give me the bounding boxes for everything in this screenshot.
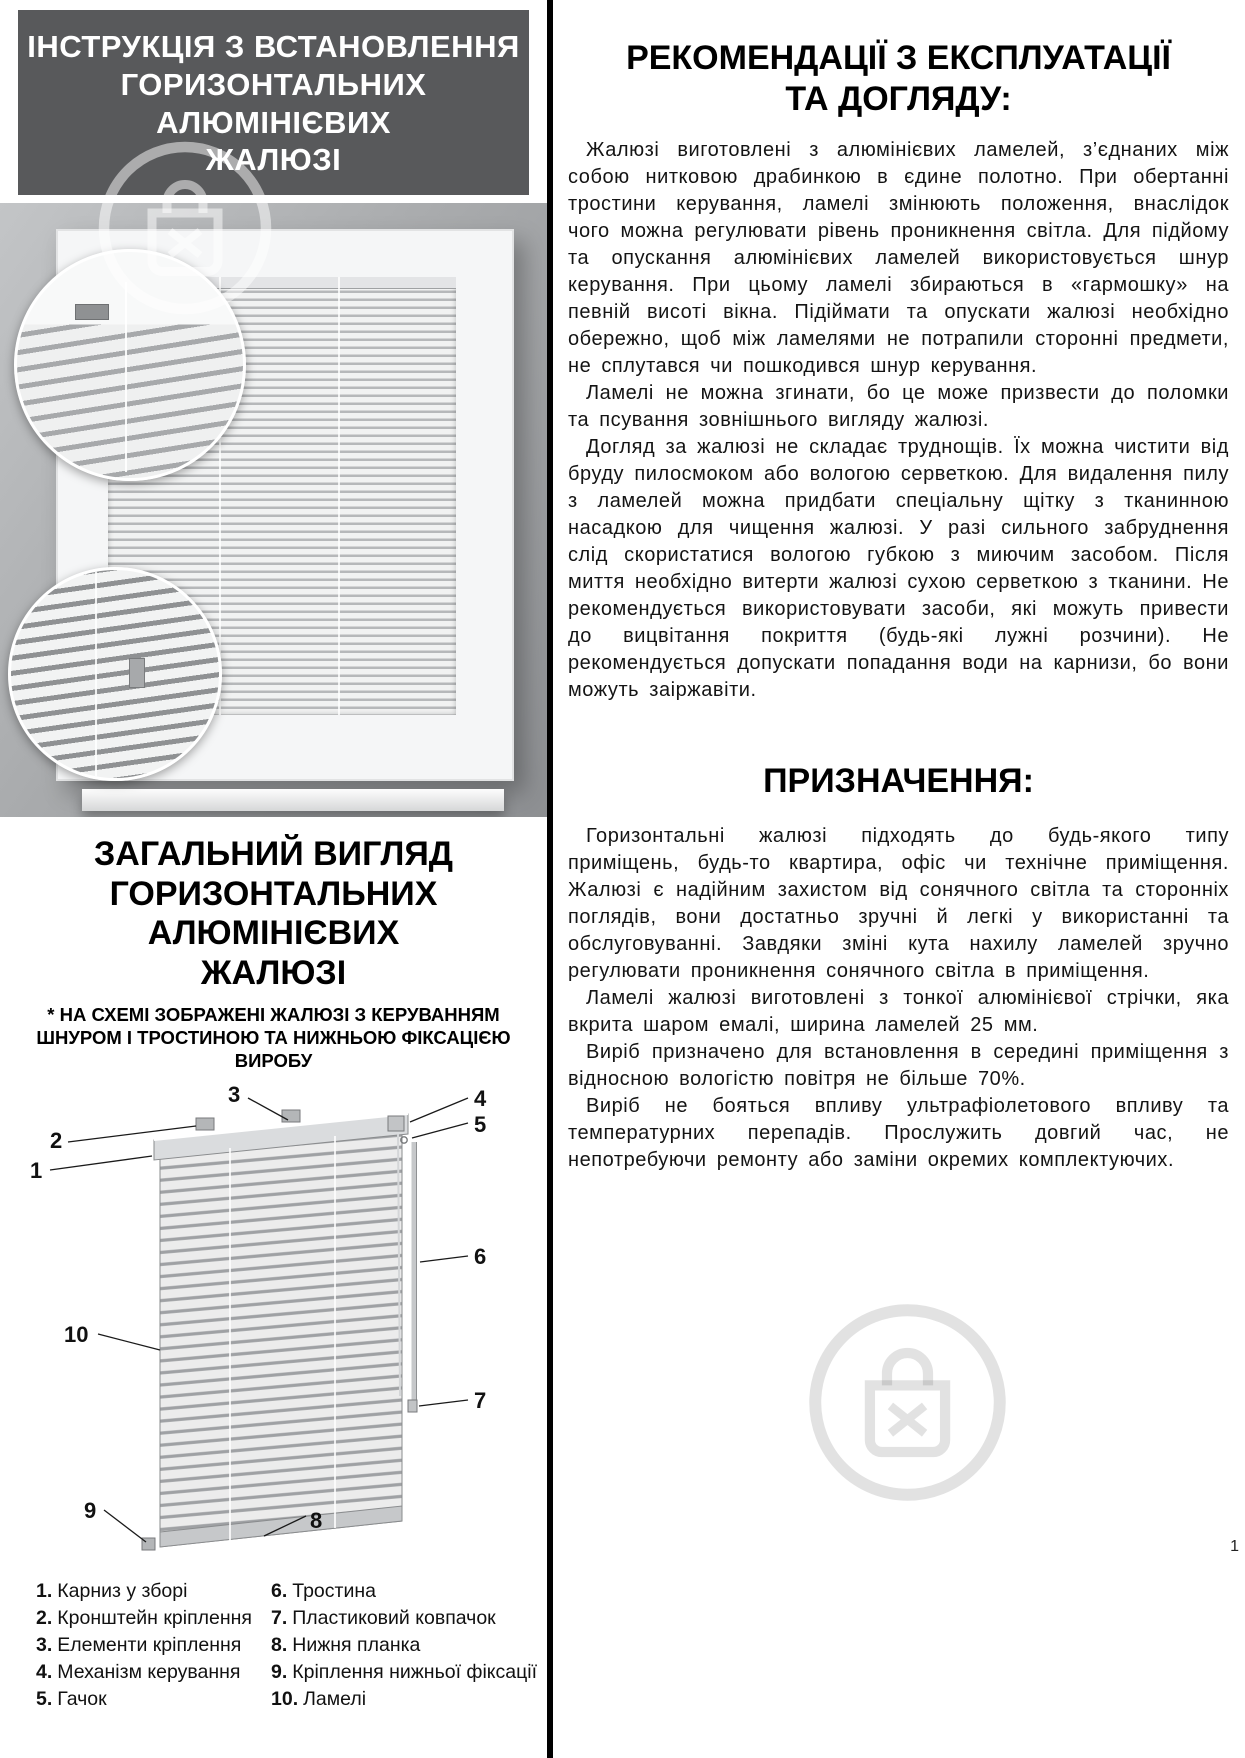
legend-label: Гачок (57, 1688, 107, 1711)
purpose-paragraph: Виріб не бояться впливу ультрафіолетового впливу та температурних перепадів. Прослужить довгий час, не непотребуючи ремонту або заміни окремих комплектуючих. (568, 1094, 1229, 1171)
left-column (0, 0, 547, 1713)
legend-number: 10. (271, 1688, 299, 1711)
parts-legend (36, 1578, 547, 1713)
header-line-2: ГОРИЗОНТАЛЬНИХ АЛЮМІНІЄВИХ (120, 66, 427, 140)
header-line-3: ЖАЛЮЗІ (205, 142, 342, 178)
legend-number: 6. (271, 1580, 288, 1603)
legend-label: Елементи кріплення (57, 1634, 242, 1657)
diagram-callout-number: 5 (474, 1112, 487, 1138)
legend-item (271, 1632, 537, 1659)
cord-detail (125, 282, 127, 472)
legend-label: Нижня планка (292, 1634, 421, 1657)
header-line-1: ІНСТРУКЦІЯ З ВСТАНОВЛЕННЯ (27, 29, 520, 64)
overview-title-line-3: ЖАЛЮЗІ (200, 953, 347, 992)
diagram-callout-number: 9 (84, 1498, 97, 1524)
legend-number: 9. (271, 1661, 288, 1684)
legend-column-2 (271, 1578, 537, 1713)
legend-item (271, 1578, 537, 1605)
care-paragraph: Догляд за жалюзі не складає труднощів. Їх можна чистити від бруду пилосмоком або вологою серветкою. Для видалення пилу з ламелей можна придбати спеціальну щітку з тканинною насадкою для чищення жалюзі. У разі сильного забруднення слід скористатися вологою губкою з миючим засобом. Після миття необхідно витерти жалюзі сухою серветкою з тканини. Не рекомендується використовувати засоби, які можуть привести до вицвітання покриття (будь-які лужні розчини). Не рекомендується допускати попадання води на карнизи, бо вони можуть заіржавіти. (568, 435, 1230, 701)
overview-title-line-2: ГОРИЗОНТАЛЬНИХ АЛЮМІНІЄВИХ (109, 874, 438, 953)
legend-item (271, 1605, 537, 1632)
legend-number: 1. (36, 1580, 53, 1603)
installation-header (18, 10, 529, 195)
purpose-title: ПРИЗНАЧЕННЯ: (763, 761, 1034, 800)
legend-number: 4. (36, 1661, 53, 1684)
legend-label: Кріплення нижньої фіксації (292, 1661, 538, 1684)
blinds-photo (0, 203, 547, 817)
column-divider (547, 0, 553, 1758)
ladder-cord (338, 277, 340, 715)
diagram-callout-number: 6 (474, 1244, 487, 1270)
diagram-callout-number: 8 (310, 1508, 323, 1534)
purpose-paragraph: Горизонтальні жалюзі підходять до будь-якого типу приміщень, будь-то квартира, офіс чи технічне приміщення. Жалюзі є надійним захистом від сонячного світла та сторонніх поглядів, вони достатньо зручні й легкі у використанні та обслуговуванні. Завдяки зміні кута нахилу ламелей зручно регулювати проникнення сонячного світла в приміщення. (568, 824, 1229, 982)
legend-label: Механізм керування (57, 1661, 241, 1684)
legend-label: Карниз у зборі (57, 1580, 188, 1603)
care-text (568, 137, 1229, 704)
legend-item (36, 1605, 271, 1632)
plastic-cap-shape (408, 1400, 417, 1412)
legend-number: 3. (36, 1634, 53, 1657)
mechanism-detail (129, 658, 145, 688)
legend-number: 2. (36, 1607, 53, 1630)
legend-number: 8. (271, 1634, 288, 1657)
bracket-shape (282, 1110, 300, 1122)
legend-number: 7. (271, 1607, 288, 1630)
scheme-note: * НА СХЕМІ ЗОБРАЖЕНІ ЖАЛЮЗІ З КЕРУВАННЯМ ШНУРОМ І ТРОСТИНОЮ ТА НИЖНЬОЮ ФІКСАЦІЄЮ ВИРОБУ (36, 1004, 511, 1072)
bracket-shape (196, 1118, 214, 1130)
legend-item (36, 1632, 271, 1659)
store-logo-watermark (805, 1300, 1010, 1505)
legend-label: Кронштейн кріплення (57, 1607, 252, 1630)
legend-label: Тростина (292, 1580, 376, 1603)
purpose-text (568, 823, 1229, 1174)
legend-label: Пластиковий ковпачок (292, 1607, 496, 1630)
slat-stack (160, 1128, 402, 1547)
legend-item (271, 1686, 537, 1713)
care-title (568, 38, 1229, 121)
mechanism-shape (388, 1116, 404, 1131)
cord-detail (95, 570, 97, 781)
blinds-diagram (0, 1076, 547, 1572)
legend-number: 5. (36, 1688, 53, 1711)
legend-label: Ламелі (303, 1688, 367, 1711)
bracket-detail-callout (14, 249, 246, 481)
care-title-line-2: ТА ДОГЛЯДУ: (785, 80, 1012, 119)
legend-item (271, 1659, 537, 1686)
purpose-paragraph: Виріб призначено для встановлення в середині приміщення з відносною вологістю повітря не більше 70%. (568, 1040, 1229, 1090)
diagram-callout-number: 7 (474, 1388, 487, 1414)
page-number: 1 (1230, 1538, 1239, 1555)
right-column (566, 0, 1233, 1174)
diagram-callout-number: 10 (64, 1322, 89, 1348)
windowsill (82, 789, 504, 811)
legend-item (36, 1659, 271, 1686)
legend-column-1 (36, 1578, 271, 1713)
overview-title-line-1: ЗАГАЛЬНИЙ ВИГЛЯД (93, 835, 454, 874)
care-paragraph: Ламелі не можна згинати, бо це може призвести до поломки та псування зовнішнього вигляду жалюзі. (568, 381, 1229, 431)
diagram-callout-number: 4 (474, 1086, 487, 1112)
bracket-icon (75, 304, 109, 320)
overview-title (0, 835, 547, 993)
care-title-line-1: РЕКОМЕНДАЦІЇ З ЕКСПЛУАТАЦІЇ (626, 39, 1171, 77)
care-paragraph: Жалюзі виготовлені з алюмінієвих ламелей, з’єднаних між собою нитковою драбинкою в єдине полотно. При обертанні тростини керування, ламелі змінюють положення, внаслідок чого можна регулювати рівень проникнення світла. Для підйому та опускання алюмінієвих ламелей використовується шнур керування. При цьому ламелі збираються в «гармошку» на певній висоті вікна. Підіймати та опускати жалюзі необхідно обережно, щоб між ламелями не потрапили сторонні предмети, не сплутався чи пошкодився шнур керування. (568, 138, 1229, 377)
legend-item (36, 1578, 271, 1605)
diagram-callout-number: 1 (30, 1158, 43, 1184)
legend-item (36, 1686, 271, 1713)
diagram-callout-number: 2 (50, 1128, 63, 1154)
purpose-paragraph: Ламелі жалюзі виготовлені з тонкої алюмінієвої стрічки, яка вкрита шаром емалі, ширина ламелей 25 мм. (568, 986, 1229, 1036)
lamella-detail-callout (8, 567, 222, 781)
diagram-callout-number: 3 (228, 1082, 241, 1108)
